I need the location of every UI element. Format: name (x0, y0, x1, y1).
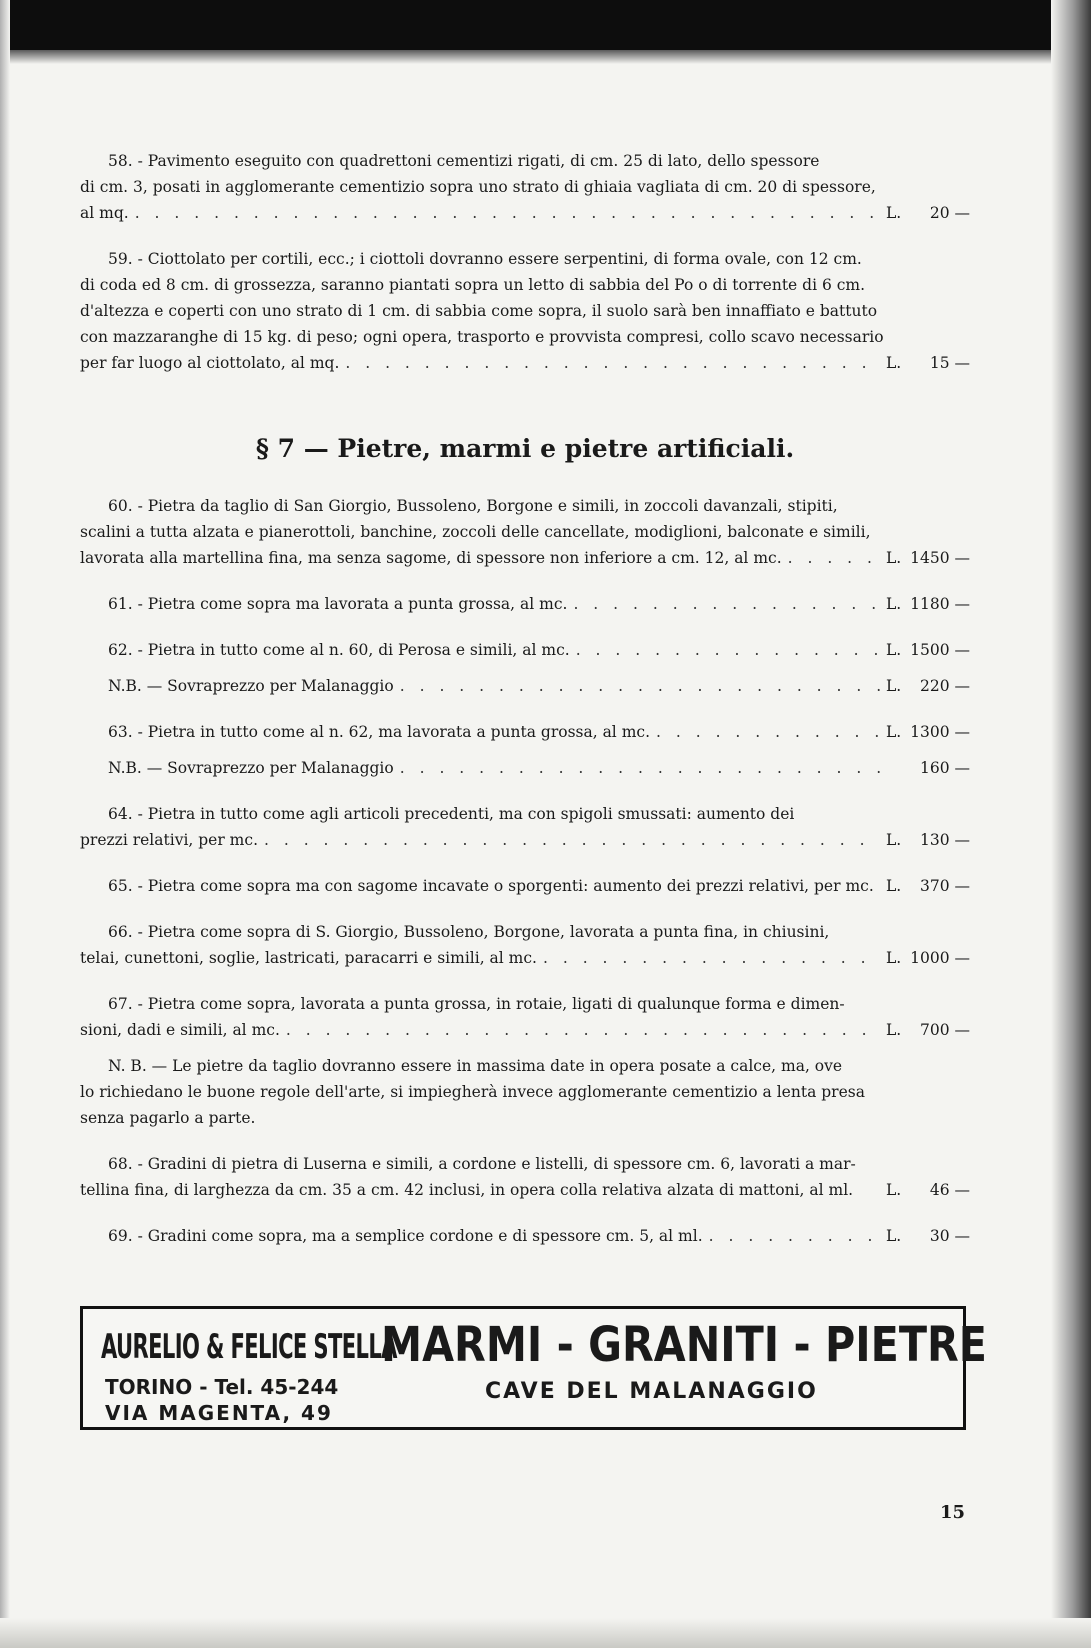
dot-leader (400, 755, 880, 781)
entry-last-text: tellina fina, di larghezza da cm. 35 a cm. 42 inclusi, in opera colla relativa alzata di mattoni, al ml. (80, 1181, 854, 1199)
dot-leader (345, 350, 880, 376)
entries-steps (80, 1151, 970, 1249)
entry-line: 66. - Pietra come sopra di S. Giorgio, Bussoleno, Borgone, lavorata a punta fina, in chiusini, (108, 923, 830, 941)
price-value: 370 — (919, 877, 970, 895)
entries-top (80, 148, 970, 376)
entry-line: con mazzaranghe di 15 kg. di peso; ogni opera, trasporto e provvista compresi, collo scavo necessario (80, 328, 884, 346)
page-number: 15 (940, 1502, 966, 1523)
currency-label: L. (886, 949, 902, 967)
note-line: senza pagarlo a parte. (80, 1109, 256, 1127)
entry-line: 59. - Ciottolato per cortili, ecc.; i ciottoli dovranno essere serpentini, di forma ovale, con 12 cm. (108, 250, 862, 268)
entry-price-line (80, 873, 970, 899)
currency-label: L. (886, 641, 902, 659)
entry-last-text: N.B. — Sovraprezzo per Malanaggio (108, 677, 394, 695)
entry-price-line (80, 1017, 970, 1043)
dot-leader (573, 591, 880, 617)
entry-price-line (80, 591, 970, 617)
price-value: 46 — (929, 1181, 970, 1199)
price-entry (80, 148, 970, 226)
price-entry (80, 755, 970, 781)
entry-price-line (80, 719, 970, 745)
entry-last-text: 65. - Pietra come sopra ma con sagome incavate o sporgenti: aumento dei prezzi relativi, per mc. (108, 877, 874, 895)
dot-leader (788, 545, 880, 571)
note-line: lo richiedano le buone regole dell'arte, si impiegherà invece agglomerante cementizio a lenta presa (80, 1083, 865, 1101)
note-line: N. B. — Le pietre da taglio dovranno essere in massima date in opera posate a calce, ma, ove (108, 1057, 843, 1075)
entry-price-line (80, 945, 970, 971)
price-entry (80, 719, 970, 745)
scan-border-top (0, 0, 1091, 50)
entry-price-line (80, 350, 970, 376)
entry-price-line (80, 200, 970, 226)
currency-label: L. (886, 595, 902, 613)
surcharge-line (80, 673, 970, 699)
scan-border-right (1051, 0, 1091, 1648)
entry-price-line (80, 1223, 970, 1249)
entry-line: 60. - Pietra da taglio di San Giorgio, Bussoleno, Borgone e simili, in zoccoli davanzali, stipiti, (108, 497, 838, 515)
dot-leader (135, 200, 880, 226)
entry-price-line (80, 1177, 970, 1203)
price-value: 1450 — (910, 549, 970, 567)
entry-last-text: al mq. (80, 204, 129, 222)
price-entry (80, 246, 970, 376)
dot-leader (286, 1017, 880, 1043)
price-entry (80, 801, 970, 853)
currency-label: L. (886, 677, 902, 695)
currency-label: L. (886, 723, 902, 741)
entry-line: di coda ed 8 cm. di grossezza, saranno piantati sopra un letto di sabbia del Po o di torrente di 6 cm. (80, 276, 866, 294)
currency-label: L. (886, 877, 902, 895)
price-entry (80, 919, 970, 971)
dot-leader (264, 827, 880, 853)
dot-leader (400, 673, 880, 699)
surcharge-line (80, 755, 970, 781)
price-entry (80, 673, 970, 699)
entries-stone (80, 493, 970, 1053)
entry-line: 58. - Pavimento eseguito con quadrettoni cementizi rigati, di cm. 25 di lato, dello spessore (108, 152, 820, 170)
ad-subline: CAVE DEL MALANAGGIO (485, 1379, 818, 1404)
dot-leader (709, 1223, 880, 1249)
price-value: 220 — (919, 677, 970, 695)
ad-headline: MARMI - GRANITI - PIETRE (381, 1317, 988, 1373)
price-value: 160 — (919, 759, 970, 777)
entry-line: di cm. 3, posati in agglomerante cementizio sopra uno strato di ghiaia vagliata di cm. 20 di spessore, (80, 178, 876, 196)
section-title: § 7 — Pietre, marmi e pietre artificiali. (255, 434, 795, 463)
price-value: 700 — (919, 1021, 970, 1039)
ad-firm-name: AURELIO & FELICE STELLA (101, 1327, 397, 1367)
entry-last-text: sioni, dadi e simili, al mc. (80, 1021, 280, 1039)
entry-last-text: 63. - Pietra in tutto come al n. 62, ma lavorata a punta grossa, al mc. (108, 723, 651, 741)
price-list-page (80, 148, 970, 1249)
currency-label: L. (886, 354, 902, 372)
currency-label: L. (886, 1021, 902, 1039)
dot-leader (656, 719, 880, 745)
price-value: 1300 — (910, 723, 970, 741)
scan-border-shadow (0, 50, 1091, 64)
entry-last-text: per far luogo al ciottolato, al mq. (80, 354, 340, 372)
note-block (80, 1053, 970, 1131)
entry-line: 64. - Pietra in tutto come agli articoli precedenti, ma con spigoli smussati: aumento dei (108, 805, 795, 823)
entry-line: 67. - Pietra come sopra, lavorata a punta grossa, in rotaie, ligati di qualunque forma e dimen- (108, 995, 845, 1013)
price-value: 30 — (929, 1227, 970, 1245)
currency-label: L. (886, 204, 902, 222)
price-value: 20 — (929, 204, 970, 222)
advertisement-box (80, 1306, 988, 1430)
currency-label: L. (886, 831, 902, 849)
entry-last-text: telai, cunettoni, soglie, lastricati, paracarri e simili, al mc. (80, 949, 537, 967)
price-entry (80, 493, 970, 571)
price-entry (80, 1223, 970, 1249)
entry-price-line (80, 637, 970, 663)
ad-city-phone: TORINO - Tel. 45-244 (105, 1375, 339, 1399)
entry-line: d'altezza e coperti con uno strato di 1 cm. di sabbia come sopra, il suolo sarà ben innaffiato e battuto (80, 302, 878, 320)
entry-line: scalini a tutta alzata e pianerottoli, banchine, zoccoli delle cancellate, modiglioni, balconate e simili, (80, 523, 871, 541)
price-entry (80, 991, 970, 1043)
price-entry (80, 637, 970, 663)
price-entry (80, 1151, 970, 1203)
entry-line: 68. - Gradini di pietra di Luserna e simili, a cordone e listelli, di spessore cm. 6, lavorati a mar- (108, 1155, 856, 1173)
ad-street-address: VIA MAGENTA, 49 (105, 1401, 333, 1425)
entry-last-text: 62. - Pietra in tutto come al n. 60, di Perosa e simili, al mc. (108, 641, 570, 659)
entry-price-line (80, 545, 970, 571)
scan-border-bottom (0, 1618, 1091, 1648)
currency-label: L. (886, 1227, 902, 1245)
scan-border-left (0, 0, 10, 1648)
price-value: 1180 — (910, 595, 970, 613)
entry-price-line (80, 827, 970, 853)
entry-last-text: N.B. — Sovraprezzo per Malanaggio (108, 759, 394, 777)
price-entry (80, 591, 970, 617)
price-value: 1000 — (910, 949, 970, 967)
price-value: 130 — (919, 831, 970, 849)
entry-last-text: 61. - Pietra come sopra ma lavorata a punta grossa, al mc. (108, 595, 568, 613)
price-entry (80, 873, 970, 899)
price-value: 1500 — (910, 641, 970, 659)
dot-leader (543, 945, 880, 971)
currency-label: L. (886, 1181, 902, 1199)
entry-last-text: lavorata alla martellina fina, ma senza sagome, di spessore non inferiore a cm. 12, al mc. (80, 549, 782, 567)
currency-label: L. (886, 549, 902, 567)
dot-leader (576, 637, 880, 663)
price-value: 15 — (929, 354, 970, 372)
entry-last-text: prezzi relativi, per mc. (80, 831, 258, 849)
entry-last-text: 69. - Gradini come sopra, ma a semplice cordone e di spessore cm. 5, al ml. (108, 1227, 703, 1245)
